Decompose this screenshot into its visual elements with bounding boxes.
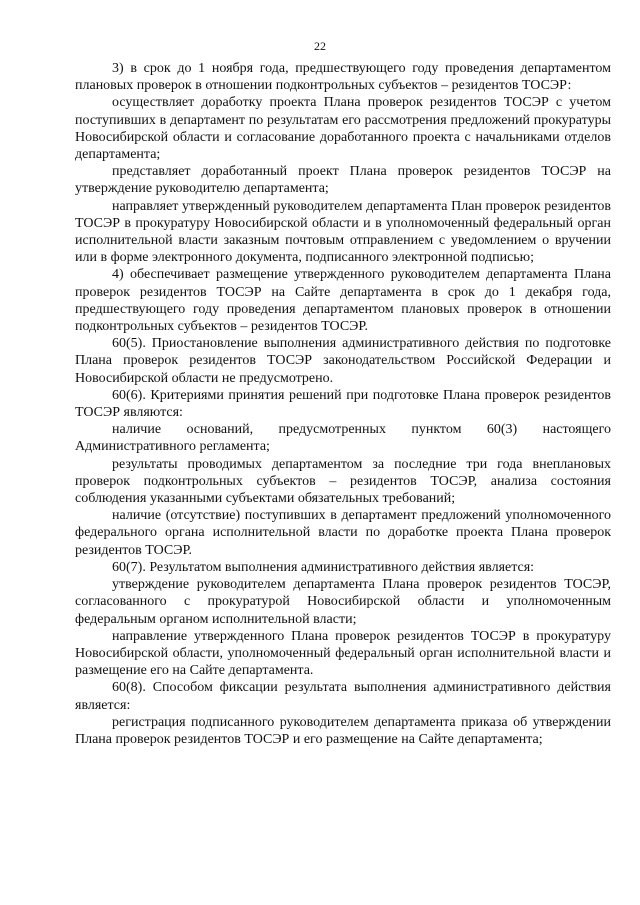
paragraph: наличие (отсутствие) поступивших в департамент предложений уполномоченного федерального органа исполнительной власти по доработке проекта Плана проверок резидентов ТОСЭР.: [75, 508, 611, 558]
paragraph: 3) в срок до 1 ноября года, предшествующего году проведения департаментом плановых проверок в отношении подконтрольных субъектов – резидентов ТОСЭР:: [75, 61, 611, 94]
page-number: 22: [314, 39, 326, 53]
paragraph: наличие оснований, предусмотренных пунктом 60(3) настоящего Административного регламента;: [75, 422, 611, 455]
paragraph: 60(8). Способом фиксации результата выполнения административного действия является:: [75, 680, 611, 713]
paragraph: представляет доработанный проект Плана проверок резидентов ТОСЭР на утверждение руководителю департамента;: [75, 164, 611, 197]
paragraph: регистрация подписанного руководителем департамента приказа об утверждении Плана проверок резидентов ТОСЭР и его размещение на Сайте департамента;: [75, 714, 611, 747]
paragraph: осуществляет доработку проекта Плана проверок резидентов ТОСЭР с учетом поступивших в департамент по результатам его рассмотрения предложений прокуратуры Новосибирской области и согласование доработанного проекта с начальниками отделов департамента;: [75, 95, 611, 163]
document-body: [75, 60, 611, 748]
paragraph: 60(7). Результатом выполнения административного действия является:: [112, 559, 535, 575]
paragraph: утверждение руководителем департамента Плана проверок резидентов ТОСЭР, согласованного с прокуратурой Новосибирской области и уполномоченным федеральным органом исполнительной власти;: [75, 577, 611, 627]
paragraph: направление утвержденного Плана проверок резидентов ТОСЭР в прокуратуру Новосибирской области, уполномоченный федеральный орган исполнительной власти и размещение его на Сайте департамента.: [75, 628, 611, 679]
paragraph: 4) обеспечивает размещение утвержденного руководителем департамента Плана проверок резидентов ТОСЭР на Сайте департамента в срок до 1 декабря года, предшествующего году проведения департаментом плановых проверок в отношении подконтрольных субъектов – резидентов ТОСЭР.: [75, 267, 611, 335]
paragraph: направляет утвержденный руководителем департамента План проверок резидентов ТОСЭР в прокуратуру Новосибирской области и в уполномоченный федеральный орган исполнительной власти заказным почтовым отправлением с уведомлением о вручении или в форме электронного документа, подписанного электронной подписью;: [75, 198, 611, 266]
paragraph: результаты проводимых департаментом за последние три года внеплановых проверок подконтрольных субъектов – резидентов ТОСЭР, анализа состояния соблюдения указанными субъектами обязательных требований;: [75, 456, 611, 507]
paragraph: 60(5). Приостановление выполнения административного действия по подготовке Плана проверок резидентов ТОСЭР законодательством Российской Федерации и Новосибирской области не предусмотрено.: [75, 336, 611, 386]
paragraph: 60(6). Критериями принятия решений при подготовке Плана проверок резидентов ТОСЭР являются:: [75, 387, 611, 421]
